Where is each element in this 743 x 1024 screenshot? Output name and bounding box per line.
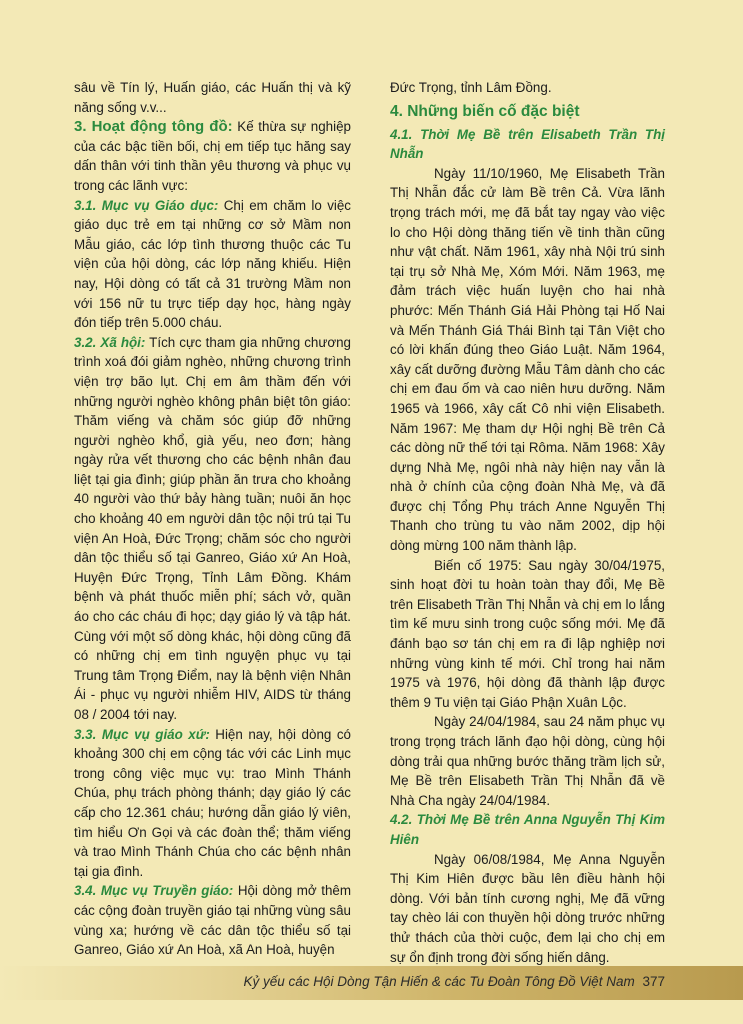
footer-title: Kỷ yếu các Hội Dòng Tận Hiến & các Tu Đoàn Tông Đồ Việt Nam (243, 974, 635, 989)
subsection-4-1-heading: 4.1. Thời Mẹ Bề trên Elisabeth Trần Thị Nhẫn (390, 126, 665, 162)
section-3-2 (74, 333, 351, 725)
running-footer (244, 974, 665, 989)
footer-band (0, 966, 743, 1000)
section-3-3 (74, 725, 351, 882)
left-column (74, 78, 351, 960)
section-4-heading: 4. Những biến cố đặc biệt (390, 102, 580, 120)
paragraph: Ngày 11/10/1960, Mẹ Elisabeth Trần Thị Nhẫn đắc cử làm Bề trên Cả. Vừa lãnh trọng trách mới, mẹ đã bắt tay ngay vào việc lo cho Hội dòng thăng tiến về tinh thần cũng như vật chất. Năm 1961, xây nhà Nội trú sinh tại trụ sở Nhà Mẹ, Xóm Mới. Năm 1963, mẹ đảm trách việc huấn luyện cho hai nhà phước: Mến Thánh Giá Hải Phòng tại Hố Nai và Mến Thánh Giá Thái Bình tại Tân Việt cho có lời khấn đúng theo Giáo Luật. Năm 1964, xây cất dưỡng đường Mẫu Tâm dành cho các chị em đau ốm và cao niên hưu dưỡng. Năm 1965 và 1966, xây cất Cô nhi viện Elisabeth. Năm 1967: Mẹ tham dự Hội nghị Bề trên Cả các dòng nữ thế tới tại Rôma. Năm 1968: Xây dựng Nhà Mẹ, ngôi nhà này hiện nay vẫn là nhà ở chính của cộng đoàn Nhà Mẹ, và đã được chị Tổng Phụ trách Anne Nguyễn Thị Thanh cho trùng tu vào năm 2002, dịp hội dòng mừng 100 năm thành lập. (390, 165, 665, 554)
subsection-heading: 3.3. Mục vụ giáo xứ: (74, 726, 210, 742)
section-heading: 3. Hoạt động tông đồ: (74, 118, 233, 136)
paragraph: sâu về Tín lý, Huấn giáo, các Huấn thị và kỹ năng sống v.v... (74, 80, 351, 115)
section-3-4 (74, 881, 351, 959)
paragraph: Ngày 24/04/1984, sau 24 năm phục vụ trong trọng trách lãnh đạo hội dòng, cùng hội dòng trải qua những bước thăng trầm lịch sử, Mẹ Bề trên Elisabeth Trần Thị Nhẫn đã về Nhà Cha ngày 24/04/1984. (390, 714, 665, 808)
page-number: 377 (642, 974, 665, 989)
section-text: Kế thừa sự nghiệp của các bậc tiền bối, chị em tiếp tục hăng say dấn thân với tinh thần yêu thương và phục vụ trong các lãnh vực: (74, 119, 351, 193)
section-3-1 (74, 196, 351, 333)
subsection-4-2-heading: 4.2. Thời Mẹ Bề trên Anna Nguyễn Thị Kim Hiên (390, 812, 665, 847)
subsection-heading: 3.4. Mục vụ Truyền giáo: (74, 883, 234, 899)
subsection-heading: 3.2. Xã hội: (74, 334, 146, 350)
paragraph: Ngày 06/08/1984, Mẹ Anna Nguyễn Thị Kim Hiên được bầu lên điều hành hội dòng. Với bản tính cương nghị, Mẹ đã vững tay chèo lái con thuyền hội dòng trước những thử thách của thời cuộc, đem lại cho chị em sự ổn định trong đời sống hiến dâng. (390, 851, 665, 965)
subsection-heading: 3.1. Mục vụ Giáo dục: (74, 197, 219, 213)
paragraph: Đức Trọng, tỉnh Lâm Đồng. (390, 80, 552, 95)
section-text: Hội dòng mở thêm các cộng đoàn truyền giáo tại những vùng sâu vùng xa; hướng về các dân tộc thiểu số tại Ganreo, Giáo xứ An Hoà, xã An Hoà, huyện (74, 883, 352, 958)
section-text: Chị em chăm lo việc giáo dục trẻ em tại những cơ sở Mầm non Mẫu giáo, các lớp tình thương thuộc các Tu viện của hội dòng, các lớp năng khiếu. Hiện nay, Hội dòng có tất cả 31 trường Mầm non với 156 nữ tu trực tiếp dạy học, hàng ngày đón tiếp trên 5.000 cháu. (74, 197, 352, 331)
paragraph: Biến cố 1975: Sau ngày 30/04/1975, sinh hoạt đời tu hoàn toàn thay đổi, Mẹ Bề trên Elisabeth Trần Thị Nhẫn và chị em lo lắng tìm kế mưu sinh trong cuộc sống mới. Mẹ đã đánh bạo sơ tán chị em ra đi lập nghiệp nơi những vùng kinh tế mới. Chỉ trong hai năm 1975 và 1976, hội dòng đã thành lập được thêm 9 Tu viện tại Giáo Phận Xuân Lộc. (390, 557, 665, 710)
section-text: Tích cực tham gia những chương trình xoá đói giảm nghèo, những chương trình viện trợ bão lụt. Chị em âm thầm đến với những người nghèo không phân biệt tôn giáo: Thăm viếng và chăm sóc giúp đỡ những người nghèo khổ, già yếu, neo đơn; hàng ngày rửa vết thương cho các bệnh nhân đau liệt tại gia đình; giúp phần ăn trưa cho khoảng 40 người vào thứ bảy hàng tuần; nuôi ăn học cho khoảng 40 em người dân tộc nội trú tại Tu viện An Hoà, Đức Trọng; chăm sóc cho người dân tộc thiểu số tại Ganreo, Giáo xứ An Hoà, Huyện Đức Trọng, Tỉnh Lâm Đồng. Khám bệnh và phát thuốc miễn phí; sách vở, quần áo cho các cháu đi học; dạy giáo lý và tập hát. Cùng với một số dòng khác, hội dòng cũng đã có những chị em tình nguyện phục vụ tại Trung tâm Trọng Điểm, nay là bệnh viện Nhân Ái - phục vụ người nhiễm HIV, AIDS từ tháng 08 / 2004 tới nay. (74, 334, 351, 722)
section-3 (74, 117, 351, 195)
right-column (390, 78, 665, 967)
section-text: Hiện nay, hội dòng có khoảng 300 chị em cộng tác với các Linh mục trong công việc mục vụ: trao Mình Thánh Chúa, phụ trách phòng thánh; dạy giáo lý các cấp cho 12.361 cháu; hướng dẫn giáo lý viên, tìm hiểu Ơn Gọi và các đoàn thể; thăm viếng và trao Mình Thánh Chúa cho các bệnh nhân tại gia đình. (74, 726, 351, 879)
